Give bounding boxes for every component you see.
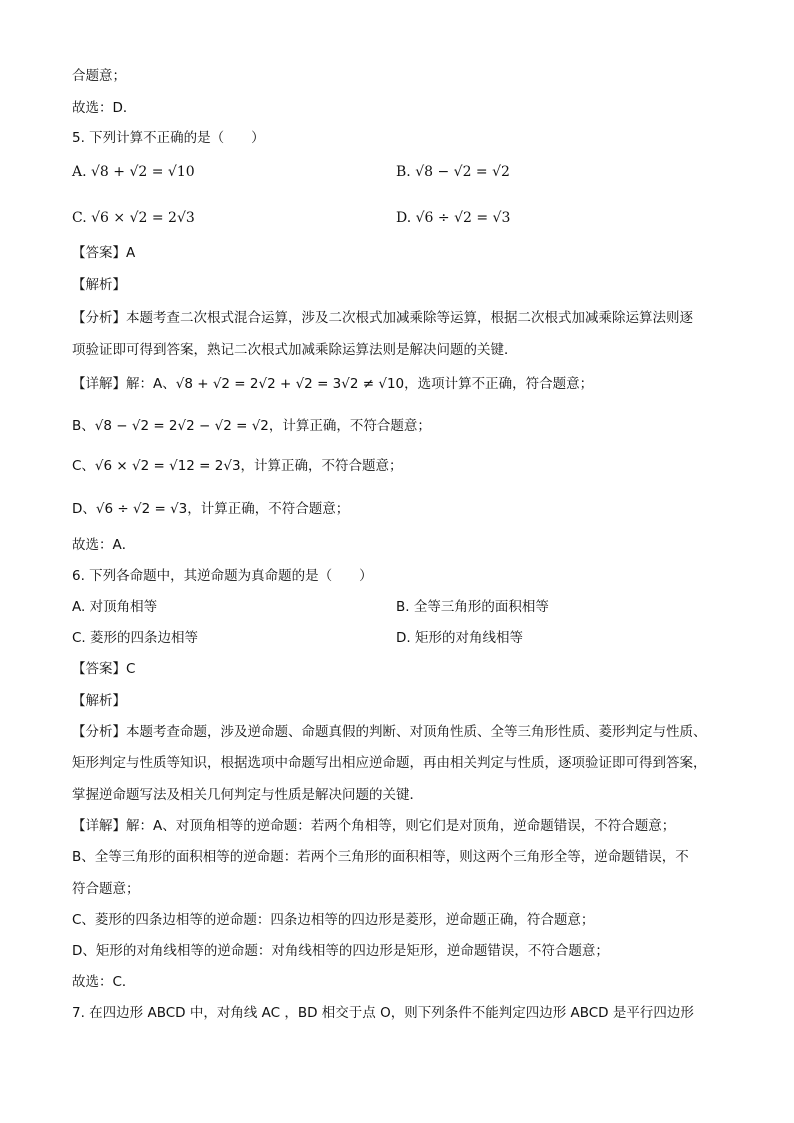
question-5-choice: 故选：A． xyxy=(72,537,136,553)
question-6-detail-b2: 符合题意； xyxy=(72,881,140,897)
question-5-option-c: C. √6 × √2 = 2√3 xyxy=(72,210,195,226)
question-5-detail-d: D、√6 ÷ √2 = √3，计算正确，不符合题意； xyxy=(72,501,350,517)
question-5-option-d: D. √6 ÷ √2 = √3 xyxy=(396,210,511,226)
question-6-option-d: D. 矩形的对角线相等 xyxy=(396,630,523,646)
question-6-choice: 故选：C． xyxy=(72,974,136,990)
question-6-option-c: C. 菱形的四条边相等 xyxy=(72,630,199,646)
question-6-detail-c: C、菱形的四条边相等的逆命题：四条边相等的四边形是菱形，逆命题正确，符合题意； xyxy=(72,912,595,928)
question-5-option-b: B. √8 − √2 = √2 xyxy=(396,164,510,180)
question-6-answer: 【答案】C xyxy=(72,661,136,677)
question-5-detail-b: B、√8 − √2 = 2√2 − √2 = √2，计算正确，不符合题意； xyxy=(72,418,431,434)
question-6-option-a: A. 对顶角相等 xyxy=(72,599,158,615)
question-5-analysis-2: 项验证即可得到答案，熟记二次根式加减乘除运算法则是解决问题的关键． xyxy=(72,342,518,358)
question-6-detail-d: D、矩形的对角线相等的逆命题：对角线相等的四边形是矩形，逆命题错误，不符合题意； xyxy=(72,943,609,959)
text-line: 故选：D． xyxy=(72,100,137,116)
question-5-detail-a: 【详解】解：A、√8 + √2 = 2√2 + √2 = 3√2 ≠ √10，选项计算不正确，符合题意； xyxy=(72,376,594,392)
question-6-analysis-label: 【解析】 xyxy=(72,693,126,709)
question-7-stem: 7. 在四边形 ABCD 中，对角线 AC ，BD 相交于点 O，则下列条件不能判定四边形 ABCD 是平行四边形 xyxy=(72,1005,694,1021)
question-6-detail-b1: B、全等三角形的面积相等的逆命题：若两个三角形的面积相等，则这两个三角形全等，逆命题错误，不 xyxy=(72,849,689,865)
question-5-detail-c: C、√6 × √2 = √12 = 2√3，计算正确，不符合题意； xyxy=(72,458,403,474)
question-6-analysis-2: 矩形判定与性质等知识，根据选项中命题写出相应逆命题，再由相关判定与性质，逐项验证即可得到答案， xyxy=(72,755,707,771)
question-6-stem: 6. 下列各命题中，其逆命题为真命题的是（ ） xyxy=(72,568,373,584)
question-6-option-b: B. 全等三角形的面积相等 xyxy=(396,599,549,615)
text-line: 合题意； xyxy=(72,68,126,84)
question-5-analysis-1: 【分析】本题考查二次根式混合运算，涉及二次根式加减乘除等运算，根据二次根式加减乘除运算法则逐 xyxy=(72,310,693,326)
question-5-answer: 【答案】A xyxy=(72,245,136,261)
question-5-option-a: A. √8 + √2 = √10 xyxy=(72,164,195,180)
question-5-stem: 5. 下列计算不正确的是（ ） xyxy=(72,130,265,146)
question-6-analysis-1: 【分析】本题考查命题，涉及逆命题、命题真假的判断、对顶角性质、全等三角形性质、菱形判定与性质、 xyxy=(72,724,707,740)
question-5-analysis-label: 【解析】 xyxy=(72,277,126,293)
question-6-detail-a: 【详解】解：A、对顶角相等的逆命题：若两个角相等，则它们是对顶角，逆命题错误，不符合题意； xyxy=(72,818,676,834)
question-6-analysis-3: 掌握逆命题写法及相关几何判定与性质是解决问题的关键． xyxy=(72,787,423,803)
